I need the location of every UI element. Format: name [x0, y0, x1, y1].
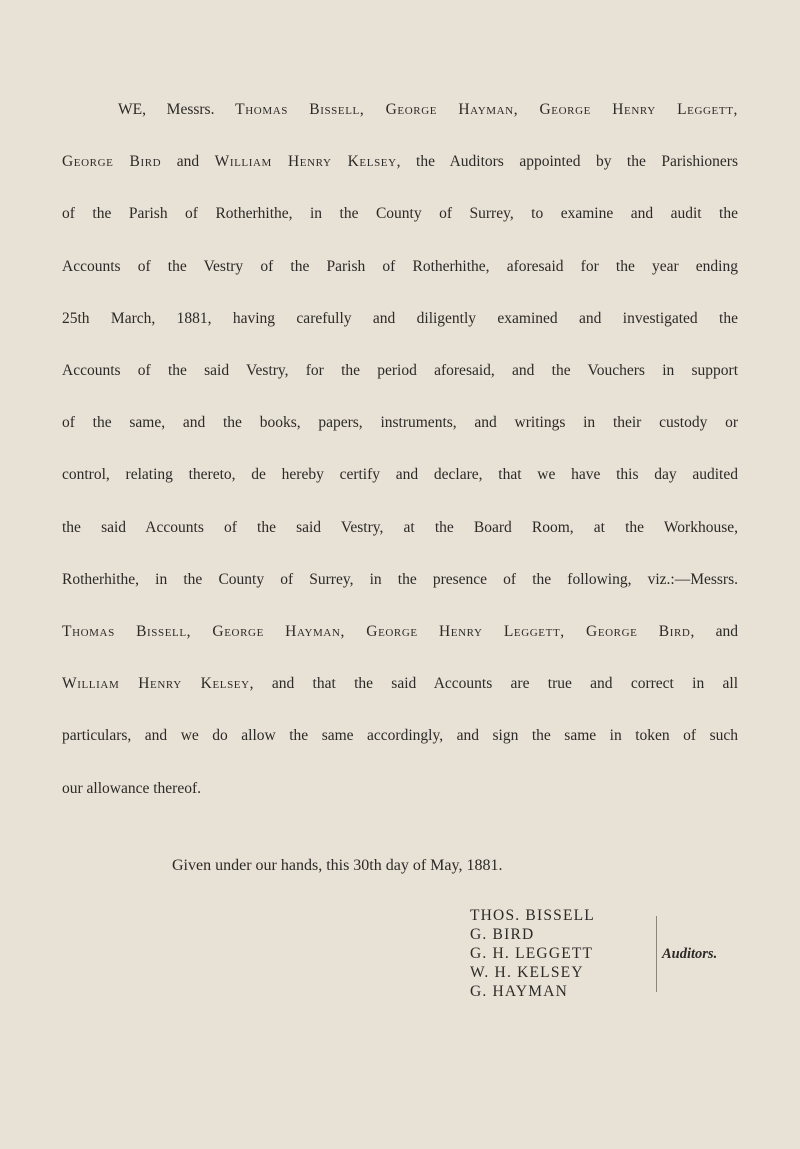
- paragraph-line: [62, 309, 738, 329]
- paragraph-line: [62, 518, 738, 538]
- paragraph-line: [62, 570, 738, 590]
- paragraph-text: WE, Messrs.: [118, 101, 236, 118]
- paragraph-line: [118, 100, 738, 120]
- paragraph-text: of the same, and the books, papers, instruments, and writings in their custody or: [62, 414, 738, 432]
- paragraph-line: [62, 361, 738, 381]
- paragraph-text: , and that the said Accounts are true and correct in all: [249, 675, 739, 693]
- paragraph-line: [62, 204, 738, 224]
- auditors-label: Auditors.: [662, 946, 718, 962]
- paragraph-text: Accounts of the Vestry of the Parish of Rotherhithe, aforesaid for the year ending: [62, 257, 738, 275]
- paragraph-line: [62, 257, 738, 277]
- paragraph-text: Accounts of the said Vestry, for the period aforesaid, and the Vouchers in support: [62, 362, 738, 379]
- paragraph-text: , the Auditors appointed by the Parishioners: [396, 153, 738, 171]
- signature-hayman: G. HAYMAN: [470, 983, 569, 1000]
- paragraph-text: 25th March, 1881, having carefully and diligently examined and investigated the: [62, 309, 738, 327]
- signature-brace: [648, 916, 657, 992]
- paragraph-text: our allowance thereof.: [62, 779, 202, 797]
- signature-kelsey: W. H. KELSEY: [470, 964, 584, 981]
- paragraph-text: and: [694, 623, 738, 640]
- paragraph-text: of the Parish of Rotherhithe, in the County of Surrey, to examine and audit the: [62, 205, 738, 223]
- paragraph-text: and: [161, 153, 215, 171]
- paragraph-line: [62, 413, 738, 433]
- auditor-names: George Bird: [62, 153, 162, 171]
- paragraph-line: [62, 465, 738, 485]
- signature-block: [470, 906, 595, 1001]
- paragraph-line: [62, 779, 738, 799]
- auditor-names: William Henry Kelsey: [62, 675, 250, 693]
- paragraph-line: [62, 674, 738, 694]
- paragraph-text: particulars, and we do allow the same accordingly, and sign the same in token of such: [62, 727, 738, 745]
- signature-bissell: THOS. BISSELL: [470, 907, 595, 924]
- paragraph-line: [62, 622, 738, 642]
- given-under-hands-line: Given under our hands, this 30th day of May, 1881.: [172, 857, 503, 874]
- auditor-names: Thomas Bissell, George Hayman, George Henry Leggett,: [235, 101, 738, 118]
- paragraph-text: the said Accounts of the said Vestry, at the Board Room, at the Workhouse,: [62, 518, 738, 536]
- paragraph-line: [62, 152, 738, 172]
- paragraph-line: [62, 726, 738, 746]
- signature-bird: G. BIRD: [470, 926, 535, 943]
- auditor-names: William Henry Kelsey: [214, 153, 397, 171]
- signature-leggett: G. H. LEGGETT: [470, 945, 594, 962]
- auditor-names: Thomas Bissell, George Hayman, George Henry Leggett, George Bird,: [62, 623, 695, 640]
- paragraph-text: Rotherhithe, in the County of Surrey, in the presence of the following, viz.:—Messrs.: [62, 570, 738, 588]
- paragraph-text: control, relating thereto, de hereby certify and declare, that we have this day audited: [62, 466, 738, 484]
